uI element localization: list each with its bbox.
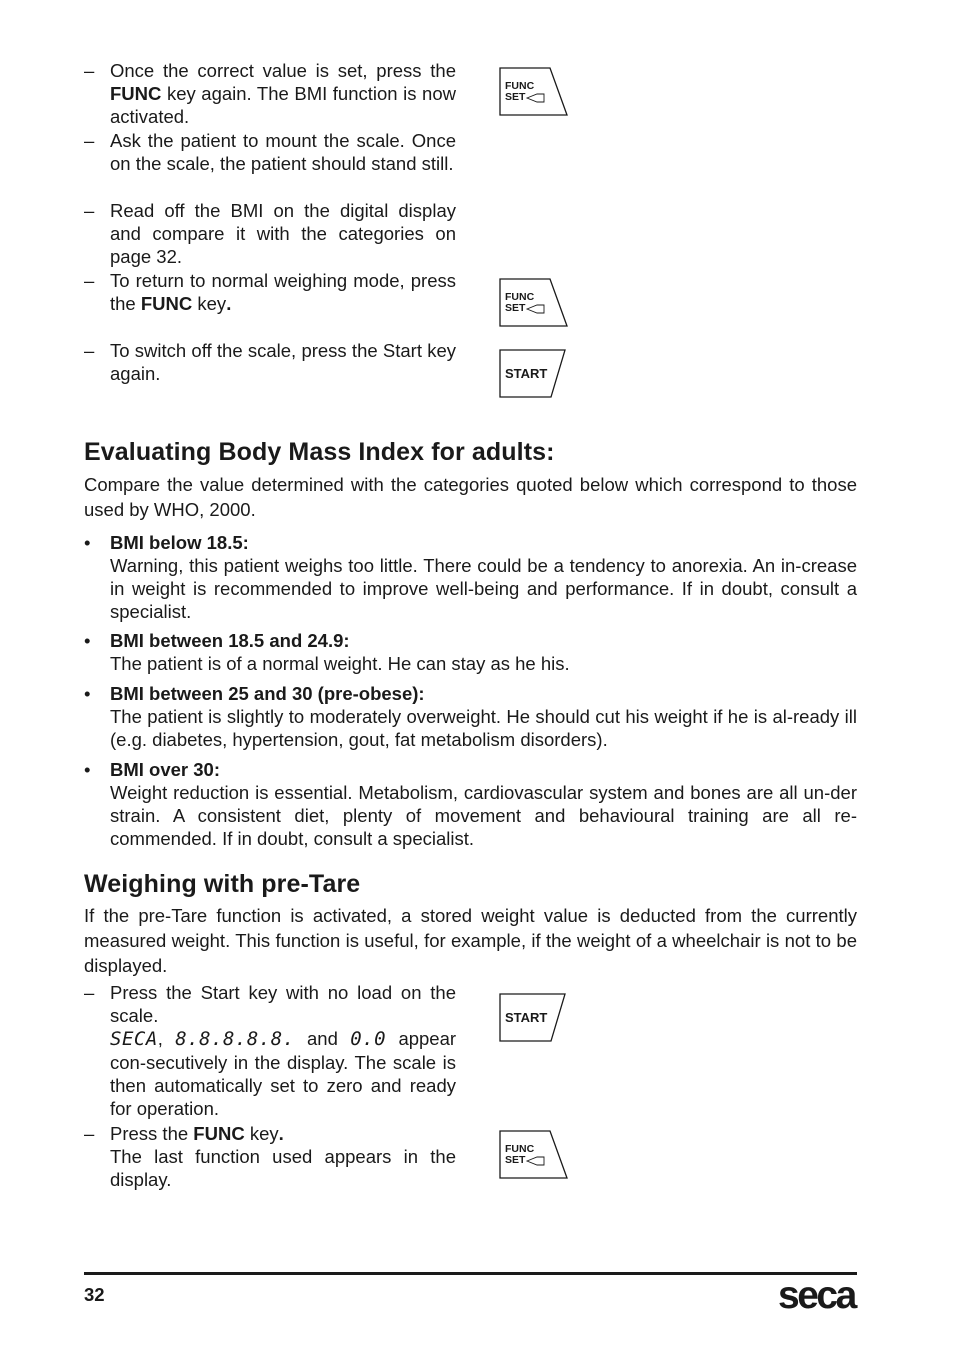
dash: –: [84, 340, 95, 361]
bullet-icon: •: [84, 759, 91, 780]
bmi-category-text: The patient is of a normal weight. He can stay as he his.: [110, 653, 570, 674]
list-item-press-func: [84, 1122, 456, 1191]
bmi-category-title: BMI over 30:: [110, 759, 221, 780]
dash: –: [84, 200, 95, 221]
list-item-text: [110, 981, 456, 1120]
dash: –: [84, 130, 95, 151]
text-period: .: [226, 293, 232, 314]
bmi-category-text: The patient is slightly to moderately overweight. He should cut his weight if he is al-ready ill (e.g. diabetes, hypertension, gout, fat metabolism disorders).: [110, 706, 857, 750]
text-post: key again. The BMI function is now activated.: [110, 83, 456, 127]
bullet-icon: •: [84, 532, 91, 553]
list-item-press-start: [84, 981, 456, 1120]
text-post: key: [244, 1123, 279, 1144]
text-post: key: [192, 293, 227, 314]
list-item-switch-off: [84, 339, 456, 385]
lcd-zero-display: 0.0: [350, 1028, 387, 1050]
list-item-text: [110, 1122, 456, 1191]
list-item-text: Ask the patient to mount the scale. Once on the scale, the patient should stand still.: [110, 130, 456, 174]
list-item-read-bmi: [84, 199, 456, 268]
func-set-key-icon: [499, 1130, 565, 1178]
start-label: START: [505, 366, 548, 381]
start-key-icon: [499, 349, 565, 397]
list-item-text: [110, 59, 456, 128]
list-item-mount-scale: [84, 129, 456, 175]
bmi-category-text: Warning, this patient weighs too little. There could be a tendency to anorexia. An in-crease in weight is recommended to improve well-being and performance. If in doubt, consult a specialist.: [110, 555, 857, 622]
set-label: SET: [505, 302, 526, 314]
footer-divider: [84, 1272, 857, 1275]
func-key-name: FUNC: [193, 1123, 245, 1144]
bmi-category-title: BMI between 18.5 and 24.9:: [110, 630, 350, 651]
bmi-category-text: Weight reduction is essential. Metabolism, cardiovascular system and bones are all un-der strain. A consistent diet, plenty of movement and behavioural training are all re-commended. If in doubt, consult a specialist.: [110, 782, 857, 849]
bmi-category-item: [84, 682, 857, 751]
text-pre: Once the correct value is set, press the: [110, 60, 456, 81]
list-item-return-normal: [84, 269, 456, 315]
heading-pre-tare: Weighing with pre-Tare: [84, 870, 361, 898]
func-label: FUNC: [505, 80, 535, 92]
func-set-key-icon: [499, 278, 565, 326]
bmi-category-item: [84, 629, 857, 675]
bmi-intro-paragraph: Compare the value determined with the categories quoted below which correspond to those used by WHO, 2000.: [84, 474, 857, 520]
step-text: Press the Start key with no load on the scale.: [110, 982, 456, 1026]
heading-bmi-evaluation: Evaluating Body Mass Index for adults:: [84, 438, 555, 466]
func-set-key-icon: [499, 67, 565, 115]
bullet-icon: •: [84, 630, 91, 651]
text-pre: To return to normal weighing mode, press the: [110, 270, 456, 314]
step-text-rest: The last function used appears in the display.: [110, 1146, 456, 1190]
bmi-category-item: [84, 758, 857, 850]
page-number: 32: [84, 1284, 105, 1305]
set-label: SET: [505, 1154, 526, 1166]
start-key-icon: [499, 993, 565, 1041]
list-item-text: [110, 269, 456, 315]
list-item-text: Read off the BMI on the digital display and compare it with the categories on page 32.: [110, 200, 456, 267]
bmi-category-title: BMI between 25 and 30 (pre-obese):: [110, 683, 425, 704]
func-key-name: FUNC: [110, 83, 162, 104]
conjunction: and: [307, 1028, 338, 1049]
text-pre: Press the: [110, 1123, 194, 1144]
func-label: FUNC: [505, 1143, 535, 1155]
pre-tare-intro-paragraph: If the pre-Tare function is activated, a stored weight value is deducted from the currently measured weight. This function is useful, for example, if the weight of a wheelchair is not to be displayed.: [84, 905, 857, 976]
start-label: START: [505, 1010, 548, 1025]
dash: –: [84, 982, 95, 1003]
dash: –: [84, 270, 95, 291]
seca-logo: seca: [778, 1274, 855, 1317]
separator: ,: [157, 1028, 163, 1049]
step-text-rest: appear con-secutively in the display. The scale is then automatically set to zero and ready for operation.: [110, 1028, 457, 1119]
lcd-segments-display: 8.8.8.8.8.: [175, 1028, 295, 1050]
dash: –: [84, 1123, 95, 1144]
set-label: SET: [505, 91, 526, 103]
bmi-category-item: [84, 531, 857, 623]
list-item-func-activate: [84, 59, 456, 128]
bmi-category-title: BMI below 18.5:: [110, 532, 249, 553]
list-item-text: To switch off the scale, press the Start key again.: [110, 340, 456, 384]
bullet-icon: •: [84, 683, 91, 704]
dash: –: [84, 60, 95, 81]
func-key-name: FUNC: [140, 293, 193, 314]
lcd-seca-display: SECA: [110, 1028, 158, 1050]
func-label: FUNC: [505, 291, 535, 303]
text-period: .: [278, 1123, 284, 1144]
